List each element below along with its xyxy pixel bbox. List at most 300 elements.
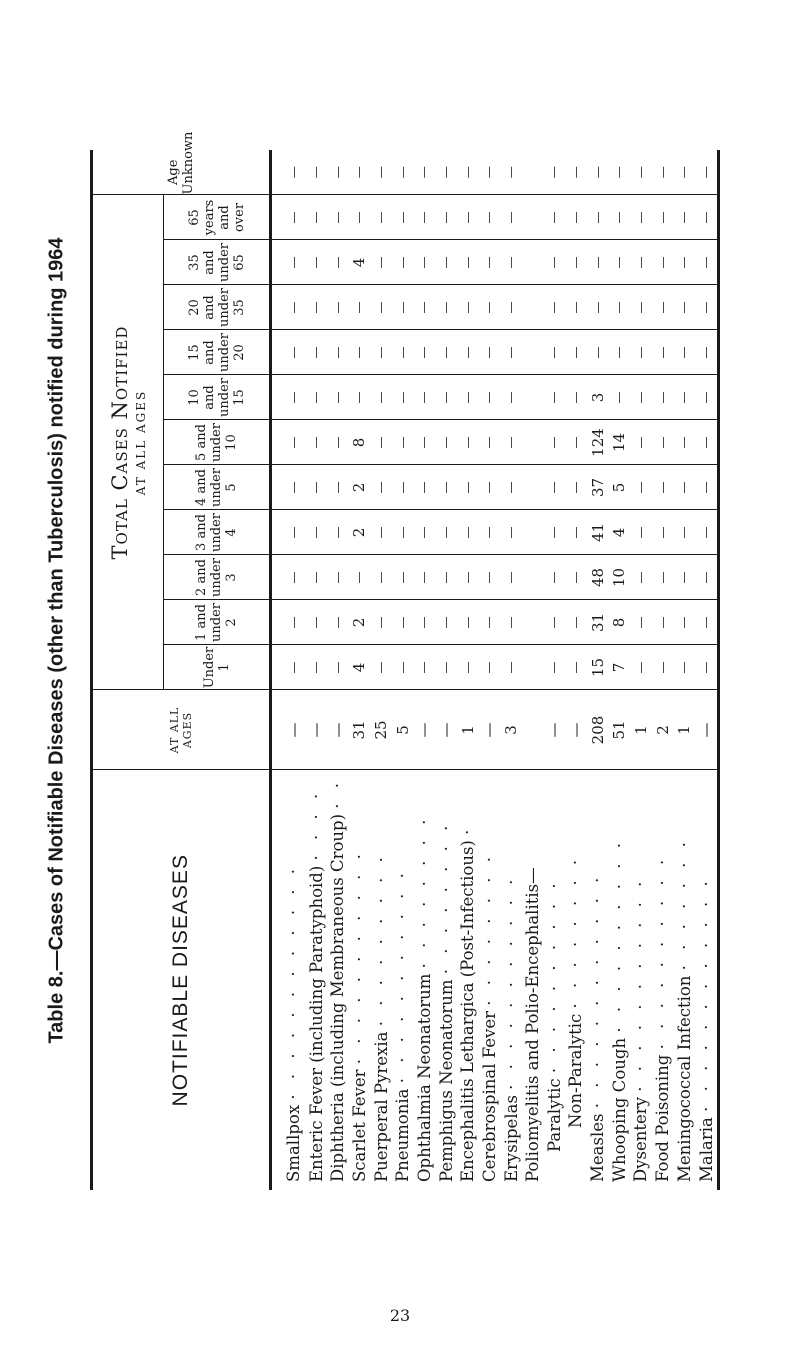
cell-age-group-value: — — [543, 420, 565, 465]
cell-age-group-value: — — [271, 555, 306, 600]
cell-age-group-value: — — [457, 330, 479, 375]
cell-age-group-value: — — [305, 195, 327, 240]
cell-age-group-value: — — [305, 465, 327, 510]
cell-age-group-value: — — [414, 330, 436, 375]
cell-age-group-value: — — [435, 555, 457, 600]
disease-name: Scarlet Fever · · · · · · · · · · · — [349, 770, 371, 1190]
cell-all-ages: — — [271, 690, 306, 770]
disease-name: Poliomyelitis and Polio-Encephalitis— — [522, 770, 544, 1190]
cell-age-group-value: — — [630, 285, 652, 330]
cell-age-group-value: — — [414, 285, 436, 330]
cell-age-group-value: — — [327, 330, 349, 375]
cell-age-group-value: — — [435, 240, 457, 285]
cell-age-group-value: — — [565, 150, 587, 195]
header-age-group: 2 and under 3 — [164, 555, 271, 600]
table-row — [587, 150, 609, 1190]
cell-age-group-value: — — [543, 375, 565, 420]
leader-dots: · · · · · · · — [674, 837, 694, 971]
table-row — [414, 150, 436, 1190]
cell-age-group-value: — — [479, 330, 501, 375]
cell-age-group-value: — — [370, 645, 392, 690]
cell-age-group-value: — — [565, 555, 587, 600]
cell-age-group-value — [522, 150, 544, 195]
cell-age-group-value: — — [370, 150, 392, 195]
cell-age-group-value: — — [435, 420, 457, 465]
table-row — [608, 150, 630, 1190]
cell-age-group-value: 10 — [608, 555, 630, 600]
cell-age-group-value: — — [414, 240, 436, 285]
cell-age-group-value: — — [630, 600, 652, 645]
header-age-group: 10 and under 15 — [164, 375, 271, 420]
leader-dots: · · · · · · · · — [436, 820, 456, 975]
disease-name: Whooping Cough · · · · · · · · · · — [608, 770, 630, 1190]
table-row — [673, 150, 695, 1190]
cell-age-group-value: — — [652, 645, 674, 690]
cell-age-group-value: — — [652, 285, 674, 330]
header-age-group: 20 and under 35 — [164, 285, 271, 330]
cell-age-group-value: 41 — [587, 510, 609, 555]
cell-age-group-value: — — [457, 600, 479, 645]
cell-age-group-value: — — [608, 240, 630, 285]
cell-age-group-value: — — [673, 330, 695, 375]
cell-age-group-value: — — [349, 285, 371, 330]
cell-age-group-value: — — [414, 645, 436, 690]
cell-age-group-value: — — [271, 240, 306, 285]
cell-age-group-value: — — [500, 465, 522, 510]
cell-age-group-value: 4 — [349, 240, 371, 285]
cell-age-group-value: — — [695, 645, 718, 690]
cell-age-group-value: — — [630, 375, 652, 420]
caption-text: Table 8.—Cases of Notifiable Diseases (other than Tuberculosis) notified during 1964 — [45, 236, 68, 1044]
cell-all-ages: 3 — [500, 690, 522, 770]
cell-age-group-value: — — [392, 150, 414, 195]
cell-age-group-value: — — [695, 375, 718, 420]
cell-age-group-value: 2 — [349, 600, 371, 645]
cell-age-group-value: — — [500, 285, 522, 330]
cell-age-group-value: — — [435, 465, 457, 510]
cell-age-group-value: 124 — [587, 420, 609, 465]
cell-age-group-value: — — [435, 330, 457, 375]
cell-age-group-value: — — [457, 510, 479, 555]
cell-age-group-value: — — [652, 150, 674, 195]
cell-age-group-value: — — [305, 375, 327, 420]
cell-age-group-value: — — [414, 555, 436, 600]
cell-age-group-value: — — [370, 240, 392, 285]
cell-age-group-value: 8 — [608, 600, 630, 645]
table-row — [630, 150, 652, 1190]
cell-age-group-value: — — [305, 285, 327, 330]
cell-age-group-value — [522, 645, 544, 690]
cell-age-group-value: — — [543, 285, 565, 330]
table-row — [695, 150, 718, 1190]
cell-age-group-value: — — [392, 645, 414, 690]
cell-age-group-value: — — [305, 330, 327, 375]
cell-all-ages: 31 — [349, 690, 371, 770]
cell-age-group-value — [522, 285, 544, 330]
leader-dots: · · · · · · · · · · · · — [588, 872, 608, 1109]
cell-age-group-value: — — [271, 465, 306, 510]
cell-age-group-value: — — [543, 240, 565, 285]
cell-age-group-value: — — [500, 510, 522, 555]
cell-all-ages: — — [695, 690, 718, 770]
cell-age-group-value: — — [695, 420, 718, 465]
cell-age-group-value: — — [414, 195, 436, 240]
table-row — [543, 150, 565, 1190]
cell-age-group-value: — — [479, 240, 501, 285]
leader-dots: · · · · · · · · · · · · — [284, 863, 304, 1100]
cell-age-group-value: — — [652, 465, 674, 510]
cell-all-ages: — — [479, 690, 501, 770]
cell-age-group-value: 4 — [608, 510, 630, 555]
cell-age-group-value — [522, 600, 544, 645]
cell-age-group-value: 3 — [587, 375, 609, 420]
cell-age-group-value: — — [479, 420, 501, 465]
cell-age-group-value: — — [630, 150, 652, 195]
cell-age-group-value: — — [392, 600, 414, 645]
cell-age-group-value: — — [392, 330, 414, 375]
cell-age-group-value: — — [479, 285, 501, 330]
cell-age-group-value: — — [435, 150, 457, 195]
cell-age-group-value: — — [500, 375, 522, 420]
cell-age-group-value: — — [271, 420, 306, 465]
cell-age-group-value: — — [457, 465, 479, 510]
cell-age-group-value: — — [457, 240, 479, 285]
cell-age-group-value: — — [457, 375, 479, 420]
leader-dots: · · · · · · · · · · — [609, 837, 629, 1033]
table-row — [370, 150, 392, 1190]
cell-age-group-value: — — [305, 150, 327, 195]
cell-age-group-value — [522, 465, 544, 510]
cell-age-group-value: — — [370, 600, 392, 645]
cell-age-group-value: — — [630, 465, 652, 510]
cell-age-group-value: — — [479, 600, 501, 645]
cell-age-group-value: — — [652, 195, 674, 240]
cell-age-group-value: — — [543, 645, 565, 690]
cell-age-group-value: — — [479, 510, 501, 555]
cell-age-group-value: — — [370, 420, 392, 465]
leader-dots: · · · · · · · · — [479, 852, 499, 1006]
cell-age-group-value: — — [608, 285, 630, 330]
cell-age-group-value: — — [652, 420, 674, 465]
cell-age-group-value: — — [630, 645, 652, 690]
cell-age-group-value: — — [565, 600, 587, 645]
cell-age-group-value: — — [500, 600, 522, 645]
cell-age-group-value: — — [271, 375, 306, 420]
cell-age-group-value: — — [414, 420, 436, 465]
cell-age-group-value: — — [695, 600, 718, 645]
cell-age-group-value: — — [695, 330, 718, 375]
cell-age-group-value: — — [457, 285, 479, 330]
cell-age-group-value: — — [652, 375, 674, 420]
cell-age-group-value: — — [327, 240, 349, 285]
header-age-group: Under 1 — [164, 645, 271, 690]
table-row — [652, 150, 674, 1190]
cell-age-group-value: — — [652, 240, 674, 285]
cell-age-group-value: — — [587, 240, 609, 285]
cell-age-group-value: — — [435, 375, 457, 420]
disease-name: Puerperal Pyrexia · · · · · · · · · — [370, 770, 392, 1190]
cell-age-group-value: — — [695, 285, 718, 330]
cell-all-ages: — — [327, 690, 349, 770]
table-caption — [22, 40, 92, 1240]
cell-age-group-value: — — [673, 555, 695, 600]
cell-age-group-value: — — [479, 645, 501, 690]
cell-age-group-value: — — [327, 510, 349, 555]
disease-name: Measles · · · · · · · · · · · · — [587, 770, 609, 1190]
leader-dots: · · · · · · · · · · — [544, 878, 564, 1074]
header-age-group: 35 and under 65 — [164, 240, 271, 285]
cell-age-group-value: — — [414, 375, 436, 420]
header-notifiable-diseases: NOTIFIABLE DISEASES — [92, 770, 271, 1190]
cell-age-group-value: 8 — [349, 420, 371, 465]
cell-age-group-value: — — [695, 195, 718, 240]
cell-age-group-value: — — [500, 240, 522, 285]
cell-age-group-value: — — [327, 645, 349, 690]
cell-age-group-value: — — [327, 600, 349, 645]
leader-dots: · · · · · · · · · — [371, 852, 391, 1027]
cell-age-group-value: — — [673, 240, 695, 285]
cell-age-group-value: — — [435, 195, 457, 240]
header-age-group: 5 and under 10 — [164, 420, 271, 465]
cell-all-ages: — — [305, 690, 327, 770]
cell-all-ages: 1 — [673, 690, 695, 770]
cell-age-group-value: — — [349, 555, 371, 600]
cell-age-group-value: — — [543, 465, 565, 510]
cell-age-group-value: — — [543, 600, 565, 645]
cell-age-group-value: — — [673, 285, 695, 330]
cell-age-group-value: — — [392, 195, 414, 240]
cell-age-group-value: — — [271, 285, 306, 330]
cell-age-group-value: — — [271, 600, 306, 645]
disease-name: Smallpox · · · · · · · · · · · · — [271, 770, 306, 1190]
table-row — [327, 150, 349, 1190]
table-row — [392, 150, 414, 1190]
disease-name: Pemphigus Neonatorum · · · · · · · · — [435, 770, 457, 1190]
disease-name: Malaria · · · · · · · · · · · · — [695, 770, 718, 1190]
cell-age-group-value: — — [608, 195, 630, 240]
cell-age-group-value: — — [392, 285, 414, 330]
cell-age-group-value: — — [500, 420, 522, 465]
header-total-line2: AT ALL AGES — [134, 389, 148, 496]
disease-name: Cerebrospinal Fever · · · · · · · · — [479, 770, 501, 1190]
cell-age-group-value: 15 — [587, 645, 609, 690]
leader-dots: · · · · · · · · · · · — [501, 874, 521, 1090]
cell-age-group-value: — — [435, 510, 457, 555]
leader-dots: · · — [328, 777, 348, 809]
cell-age-group-value: — — [392, 420, 414, 465]
leader-dots: · · · · · · · · · · · — [631, 876, 651, 1092]
cell-age-group-value: — — [370, 375, 392, 420]
cell-age-group-value: — — [673, 420, 695, 465]
cell-age-group-value: 14 — [608, 420, 630, 465]
cell-age-group-value: — — [457, 195, 479, 240]
disease-name: Meningococcal Infection · · · · · · · — [673, 770, 695, 1190]
cell-age-group-value: — — [457, 420, 479, 465]
cell-age-group-value: — — [630, 555, 652, 600]
cell-age-group-value: — — [327, 375, 349, 420]
cell-age-group-value: — — [673, 150, 695, 195]
cell-age-group-value: — — [652, 600, 674, 645]
disease-name: Diphtheria (including Membraneous Croup) · · — [327, 770, 349, 1190]
table-row — [349, 150, 371, 1190]
cell-age-group-value — [522, 510, 544, 555]
cell-age-group-value: — — [565, 240, 587, 285]
cell-age-group-value: — — [695, 150, 718, 195]
disease-name: Paralytic · · · · · · · · · · — [543, 770, 565, 1190]
cell-age-group-value: — — [305, 600, 327, 645]
cell-age-group-value: — — [305, 420, 327, 465]
cell-age-group-value: — — [543, 150, 565, 195]
cell-all-ages: — — [565, 690, 587, 770]
cell-age-group-value: 37 — [587, 465, 609, 510]
cell-all-ages: — — [414, 690, 436, 770]
cell-age-group-value: — — [479, 555, 501, 600]
header-at-all-ages: AT ALL AGES — [92, 690, 271, 770]
notifiable-diseases-table — [90, 131, 720, 1190]
leader-dots: · · · · · · · · · · — [653, 854, 673, 1050]
cell-age-group-value: — — [327, 555, 349, 600]
cell-age-group-value: — — [392, 555, 414, 600]
cell-age-group-value: — — [608, 150, 630, 195]
cell-age-group-value: — — [414, 150, 436, 195]
cell-age-group-value: — — [479, 465, 501, 510]
cell-age-group-value: — — [543, 330, 565, 375]
cell-age-group-value: — — [695, 465, 718, 510]
cell-age-group-value: — — [457, 150, 479, 195]
cell-age-group-value: — — [630, 510, 652, 555]
cell-all-ages — [522, 690, 544, 770]
cell-age-group-value: — — [479, 195, 501, 240]
cell-age-group-value: — — [327, 195, 349, 240]
cell-age-group-value: — — [543, 555, 565, 600]
cell-age-group-value — [522, 195, 544, 240]
cell-all-ages: 1 — [630, 690, 652, 770]
cell-age-group-value: — — [435, 285, 457, 330]
cell-age-group-value: — — [565, 285, 587, 330]
cell-age-group-value: — — [652, 510, 674, 555]
disease-name: Erysipelas · · · · · · · · · · · — [500, 770, 522, 1190]
header-age-group: 1 and under 2 — [164, 600, 271, 645]
cell-age-group-value: — — [392, 240, 414, 285]
leader-dots: · · · · · · · · · · · — [393, 868, 413, 1084]
disease-name: Ophthalmia Neonatorum · · · · · · · · — [414, 770, 436, 1190]
cell-age-group-value: — — [695, 555, 718, 600]
cell-age-group-value: — — [327, 285, 349, 330]
disease-name: Encephalitis Lethargica (Post-Infectious) · — [457, 770, 479, 1190]
cell-age-group-value: — — [500, 150, 522, 195]
cell-age-group-value: — — [349, 330, 371, 375]
cell-age-group-value: — — [370, 465, 392, 510]
header-age-group: 15 and under 20 — [164, 330, 271, 375]
cell-age-group-value: — — [349, 375, 371, 420]
header-age-group: 65 years and over — [164, 195, 271, 240]
cell-age-group-value: — — [305, 510, 327, 555]
cell-age-group-value: — — [587, 285, 609, 330]
disease-name: Dysentery · · · · · · · · · · · — [630, 770, 652, 1190]
cell-age-group-value: — — [457, 555, 479, 600]
cell-age-group-value: — — [673, 510, 695, 555]
header-age-group: 4 and under 5 — [164, 465, 271, 510]
cell-age-group-value: — — [370, 285, 392, 330]
cell-age-group-value: — — [370, 330, 392, 375]
cell-age-group-value: — — [543, 195, 565, 240]
cell-age-group-value: — — [271, 330, 306, 375]
cell-age-group-value: — — [500, 330, 522, 375]
cell-age-group-value: — — [565, 465, 587, 510]
cell-age-group-value: — — [565, 510, 587, 555]
cell-age-group-value: — — [392, 465, 414, 510]
cell-age-group-value: — — [565, 375, 587, 420]
cell-age-group-value: 31 — [587, 600, 609, 645]
cell-all-ages: 2 — [652, 690, 674, 770]
table-row — [305, 150, 327, 1190]
cell-age-group-value: 5 — [608, 465, 630, 510]
cell-all-ages: 25 — [370, 690, 392, 770]
cell-all-ages: 1 — [457, 690, 479, 770]
cell-age-group-value — [522, 555, 544, 600]
cell-all-ages: — — [543, 690, 565, 770]
cell-age-group-value: — — [305, 555, 327, 600]
cell-age-group-value: — — [673, 600, 695, 645]
cell-age-group-value: — — [673, 465, 695, 510]
table-row — [565, 150, 587, 1190]
cell-age-group-value: — — [630, 420, 652, 465]
cell-age-group-value: — — [543, 510, 565, 555]
disease-name: Non-Paralytic · · · · · · · · — [565, 770, 587, 1190]
cell-age-group-value: — — [414, 465, 436, 510]
cell-age-group-value: — — [608, 375, 630, 420]
cell-all-ages: 51 — [608, 690, 630, 770]
cell-age-group-value: — — [435, 600, 457, 645]
cell-age-group-value: — — [271, 510, 306, 555]
cell-age-group-value: — — [479, 375, 501, 420]
cell-age-group-value: — — [327, 465, 349, 510]
cell-age-group-value: — — [565, 330, 587, 375]
cell-age-group-value — [522, 375, 544, 420]
cell-age-group-value: 4 — [349, 645, 371, 690]
cell-age-group-value: — — [500, 645, 522, 690]
cell-age-group-value: 48 — [587, 555, 609, 600]
table-row — [271, 150, 306, 1190]
cell-age-group-value: — — [673, 375, 695, 420]
table-row — [479, 150, 501, 1190]
table-row — [500, 150, 522, 1190]
cell-age-group-value: — — [673, 645, 695, 690]
header-age-unknown: Age Unknown — [92, 150, 271, 195]
cell-age-group-value: — — [587, 150, 609, 195]
cell-age-group-value: — — [370, 195, 392, 240]
cell-age-group-value: — — [349, 195, 371, 240]
page-number: 23 — [389, 1306, 411, 1325]
cell-age-group-value: — — [392, 375, 414, 420]
cell-age-group-value: — — [370, 510, 392, 555]
cell-age-group-value: — — [305, 240, 327, 285]
cell-age-group-value: — — [414, 510, 436, 555]
cell-age-group-value: 7 — [608, 645, 630, 690]
cell-age-group-value: — — [565, 195, 587, 240]
cell-age-group-value: — — [457, 645, 479, 690]
cell-age-group-value: — — [414, 600, 436, 645]
cell-age-group-value — [522, 420, 544, 465]
cell-age-group-value: — — [305, 645, 327, 690]
cell-age-group-value: 2 — [349, 510, 371, 555]
header-age-group: 3 and under 4 — [164, 510, 271, 555]
cell-age-group-value: — — [630, 195, 652, 240]
cell-age-group-value: — — [630, 330, 652, 375]
cell-age-group-value: — — [608, 330, 630, 375]
cell-all-ages: — — [435, 690, 457, 770]
cell-age-group-value: — — [271, 645, 306, 690]
